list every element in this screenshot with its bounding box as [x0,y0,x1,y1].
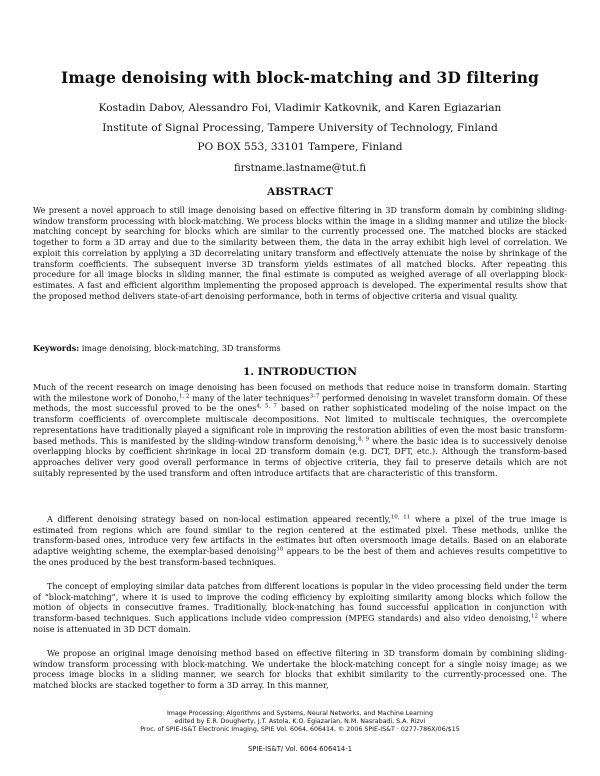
postal-address: PO BOX 553, 33101 Tampere, Finland [197,141,403,153]
intro-paragraph-2 [33,515,567,569]
footer-line-1: Image Processing: Algorithms and Systems, Neural Networks, and Machine Learning [166,710,434,717]
author-list: Kostadin Dabov, Alessandro Foi, Vladimir Katkovnik, and Karen Egiazarian [98,102,502,114]
abstract-heading: ABSTRACT [266,186,334,198]
affiliation: Institute of Signal Processing, Tampere University of Technology, Finland [102,122,498,134]
abstract-text: We present a novel approach to still image denoising based on effective filtering in 3D transform domain by combining sliding-window transform processing with block-matching. We process blocks within the image in a sliding manner and utilize the block-matching concept by searching for blocks which are similar to the currently processed one. The matched blocks are stacked together to form a 3D array and due to the similarity between them, the data in the array exhibit high level of correlation. We exploit this correlation by applying a 3D decorrelating unitary transform and effectively attenuate the noise by shrinkage of the transform coefficients. The subsequent inverse 3D transform yields estimates of all matched blocks. After repeating this procedure for all image blocks in sliding manner, the final estimate is computed as weighed average of all overlapping block-estimates. A fast and efficient algorithm implementing the proposed approach is developed. The experimental results show that the proposed method delivers state-of-art denoising performance, both in terms of objective criteria and visual quality. [33,206,567,301]
citation-ref: 4, 5, 7 [256,403,277,410]
paragraph-text: performed denoising in wavelet transform domain. Of these methods, the most successful proved to be the ones [33,393,568,414]
paragraph-text: A different denoising strategy based on non-local estimation appeared recently, [47,515,391,524]
page-identifier: SPIE-IS&T/ Vol. 6064 606414-1 [247,745,353,753]
intro-paragraph-4: We propose an original image denoising method based on effective filtering in 3D transform domain by combining sliding-window transform processing with block-matching. We undertake the block-matching concept for a single noisy image; as we process image blocks in a sliding manner, we search for blocks that exhibit similarity to the currently-processed one. The matched blocks are stacked together to form a 3D array. In this manner, [33,649,567,691]
citation-ref: 10 [276,546,284,553]
citation-ref: 10, 11 [390,514,411,521]
paragraph-text: The concept of employing similar data patches from different locations is popular in the video processing field under the term of “block-matching”, where it is used to improve the coding efficiency by exploiting similarity among blocks which follow the motion of objects in consecutive frames. Traditionally, block-matching has found successful application in conjunction with transform-based techniques. Such applications include video compression (MPEG standards) and also video denoising, [33,582,567,624]
footer-line-2: edited by E.R. Dougherty, J.T. Astola, K.O. Egiazarian, N.M. Nasrabadi, S.A. Rizvi [174,718,426,725]
intro-paragraph-3 [33,582,567,636]
paragraph-text: where a pixel of the true image is estimated from regions which are found similar to the region centered at the estimated pixel. These methods, unlike the transform-based ones, introduce very few artifacts in the estimates but often oversmooth image details. Based on an elaborate adaptive weighting scheme, the exemplar-based denoising [33,515,567,557]
paragraph-text: where noise is attenuated in 3D DCT domain. [33,614,568,634]
paragraph-text: where the basic idea is to successively denoise overlapping blocks by coefficient shrinkage in local 2D transform domain (e.g. DCT, DFT, etc.). Although the transform-based approaches deliver very good overall performance in terms of objective criteria, they fail to preserve details which are not suitably represented by the used transform and often introduce artifacts that are characteristic of this transform. [33,436,567,478]
keywords-line [33,343,567,355]
proceedings-footer [0,710,600,734]
citation-ref: 3–7 [309,393,320,400]
keywords-text: image denoising, block-matching, 3D transforms [81,344,281,353]
paper-title: Image denoising with block-matching and 3D filtering [61,68,539,87]
citation-ref: 1, 2 [179,393,190,400]
citation-ref: 12 [531,613,539,620]
keywords-label: Keywords: [33,343,80,353]
paragraph-text: Much of the recent research on image denoising has been focused on methods that reduce noise in transform domain. Starting with the milestone work of Donoho, [33,383,567,403]
section-heading-introduction: 1. INTRODUCTION [243,366,357,378]
footer-line-3: Proc. of SPIE-IS&T Electronic Imaging, SPIE Vol. 6064, 606414, © 2006 SPIE-IS&T · 0277-786X/06/$15 [140,726,460,733]
paragraph-text: many of the later techniques [189,393,310,403]
paragraph-text: based on rather sophisticated modeling of the noise impact on the transform coefficients of overcomplete multiscale decompositions. Not limited to multiscale techniques, the overcomplete representations have traditionally played a significant role in improving the restoration abilities of even the most basic transform-based methods. This is manifested by the sliding-window transform denoising, [33,404,567,446]
intro-paragraph-1 [33,383,567,479]
author-email: firstname.lastname@tut.fi [233,163,367,174]
paragraph-text: appears to be the best of them and achieves results competitive to the ones produced by the best transform-based techniques. [33,547,567,567]
citation-ref: 8, 9 [358,435,370,442]
